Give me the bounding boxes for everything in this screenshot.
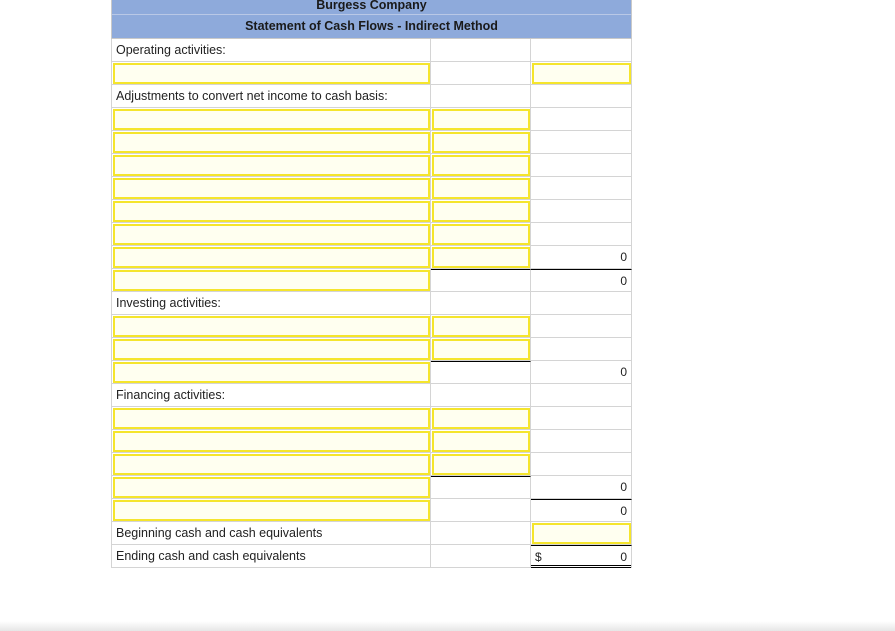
adjustment-amount-input[interactable] <box>432 178 530 199</box>
adjustment-label-input[interactable] <box>113 132 430 153</box>
table-row <box>111 315 632 338</box>
table-row <box>111 39 632 62</box>
table-row <box>111 522 632 545</box>
table-row <box>111 361 632 384</box>
table-row <box>111 200 632 223</box>
table-row <box>111 108 632 131</box>
adjustments-label: Adjustments to convert net income to cash basis: <box>116 89 388 103</box>
operating-net-total: 0 <box>620 274 627 288</box>
financing-amount-input[interactable] <box>432 431 530 452</box>
table-row <box>111 246 632 269</box>
financing-activities-label: Financing activities: <box>116 388 226 402</box>
adjustment-label-input[interactable] <box>113 247 430 268</box>
ending-cash-total: 0 <box>620 550 627 564</box>
bottom-shadow <box>0 621 895 631</box>
financing-label-input[interactable] <box>113 431 430 452</box>
table-row <box>111 407 632 430</box>
adjustment-label-input[interactable] <box>113 178 430 199</box>
table-row <box>111 85 632 108</box>
beginning-cash-input[interactable] <box>532 523 631 544</box>
table-row <box>111 62 632 85</box>
financing-label-input[interactable] <box>113 454 430 475</box>
financing-label-input[interactable] <box>113 408 430 429</box>
table-row <box>111 384 632 407</box>
investing-label-input[interactable] <box>113 339 430 360</box>
table-row <box>111 338 632 361</box>
net-change-total: 0 <box>620 504 627 518</box>
table-row <box>111 545 632 568</box>
table-row <box>111 453 632 476</box>
adjustment-amount-input[interactable] <box>432 201 530 222</box>
net-income-amount-input[interactable] <box>532 63 631 84</box>
financing-amount-input[interactable] <box>432 454 530 475</box>
investing-total-label-input[interactable] <box>113 362 430 383</box>
adjustment-amount-input[interactable] <box>432 155 530 176</box>
net-income-label-input[interactable] <box>113 63 430 84</box>
table-row <box>111 177 632 200</box>
adjustment-label-input[interactable] <box>113 155 430 176</box>
investing-activities-label: Investing activities: <box>116 296 221 310</box>
adjustment-amount-input[interactable] <box>432 109 530 130</box>
table-row <box>111 154 632 177</box>
investing-net-total: 0 <box>620 365 627 379</box>
adjustment-label-input[interactable] <box>113 109 430 130</box>
table-row <box>111 269 632 292</box>
statement-title: Statement of Cash Flows - Indirect Method <box>111 15 632 39</box>
financing-amount-input[interactable] <box>432 408 530 429</box>
beginning-cash-label: Beginning cash and cash equivalents <box>116 526 323 540</box>
cash-flow-worksheet <box>111 0 632 568</box>
company-name: Burgess Company <box>111 0 632 15</box>
ending-currency-symbol: $ <box>535 550 542 564</box>
table-row <box>111 476 632 499</box>
table-row <box>111 430 632 453</box>
investing-label-input[interactable] <box>113 316 430 337</box>
financing-net-total: 0 <box>620 480 627 494</box>
net-change-label-input[interactable] <box>113 500 430 521</box>
operating-activities-label: Operating activities: <box>116 43 226 57</box>
adjustment-amount-input[interactable] <box>432 224 530 245</box>
table-row <box>111 131 632 154</box>
table-row <box>111 292 632 315</box>
adjustment-amount-input[interactable] <box>432 247 530 268</box>
financing-total-label-input[interactable] <box>113 477 430 498</box>
table-row <box>111 223 632 246</box>
investing-amount-input[interactable] <box>432 339 530 360</box>
operating-total-label-input[interactable] <box>113 270 430 291</box>
adjustment-label-input[interactable] <box>113 201 430 222</box>
table-row <box>111 499 632 522</box>
investing-amount-input[interactable] <box>432 316 530 337</box>
adjustment-label-input[interactable] <box>113 224 430 245</box>
adjustment-amount-input[interactable] <box>432 132 530 153</box>
ending-cash-label: Ending cash and cash equivalents <box>116 549 306 563</box>
adjustments-total: 0 <box>620 250 627 264</box>
